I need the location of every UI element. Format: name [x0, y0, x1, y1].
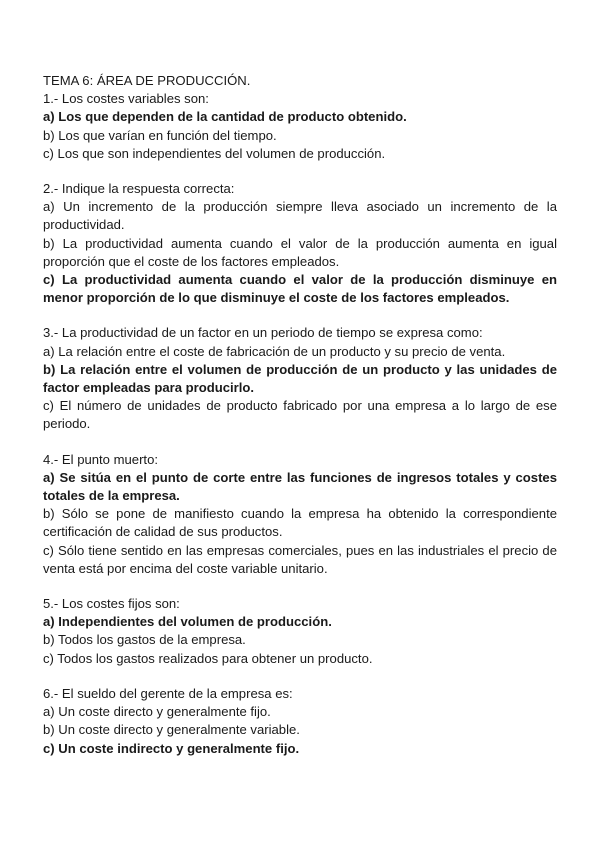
question-stem: 5.- Los costes fijos son: — [43, 596, 180, 612]
document-title: TEMA 6: ÁREA DE PRODUCCIÓN. — [43, 73, 251, 88]
question-stem: 6.- El sueldo del gerente de la empresa es: — [43, 685, 293, 701]
answer-option: c) El número de unidades de producto fabricado por una empresa a lo largo de ese periodo. — [43, 398, 557, 432]
answer-option: b) Un coste directo y generalmente variable. — [43, 722, 300, 738]
answer-option: c) Todos los gastos realizados para obtener un producto. — [43, 650, 373, 666]
spacer — [43, 668, 557, 685]
spacer — [43, 578, 557, 595]
spacer — [43, 163, 557, 180]
question-stem: 4.- El punto muerto: — [43, 451, 158, 467]
answer-option-correct: a) Independientes del volumen de producción. — [43, 614, 332, 630]
answer-option: a) La relación entre el coste de fabricación de un producto y su precio de venta. — [43, 343, 506, 359]
answer-option: c) Sólo tiene sentido en las empresas comerciales, pues en las industriales el precio de venta está por encima del coste variable unitario. — [43, 542, 557, 576]
answer-option-correct: a) Los que dependen de la cantidad de producto obtenido. — [43, 109, 407, 125]
answer-option-correct: b) La relación entre el volumen de producción de un producto y las unidades de factor empleadas para producirlo. — [43, 361, 557, 396]
question-stem: 3.- La productividad de un factor en un periodo de tiempo se expresa como: — [43, 325, 483, 341]
answer-option: b) Todos los gastos de la empresa. — [43, 632, 246, 648]
answer-option-correct: c) La productividad aumenta cuando el valor de la producción disminuye en menor proporción de lo que disminuye el coste de los factores empleados. — [43, 272, 557, 306]
question-stem: 2.- Indique la respuesta correcta: — [43, 181, 235, 197]
answer-option: c) Los que son independientes del volumen de producción. — [43, 145, 386, 161]
question-3 — [43, 324, 557, 433]
question-1 — [43, 90, 557, 163]
answer-option: a) Un incremento de la producción siempre lleva asociado un incremento de la productividad. — [43, 199, 557, 233]
document-page — [43, 72, 557, 758]
spacer — [43, 434, 557, 451]
spacer — [43, 307, 557, 324]
question-4 — [43, 451, 557, 578]
answer-option-correct: c) Un coste indirecto y generalmente fijo. — [43, 740, 300, 756]
answer-option: b) Los que varían en función del tiempo. — [43, 127, 277, 143]
question-6 — [43, 685, 557, 758]
answer-option: b) Sólo se pone de manifiesto cuando la empresa ha obtenido la correspondiente certificación de calidad de sus productos. — [43, 506, 557, 540]
answer-option-correct: a) Se sitúa en el punto de corte entre las funciones de ingresos totales y costes totales de la empresa. — [43, 469, 557, 504]
question-5 — [43, 595, 557, 668]
question-stem: 1.- Los costes variables son: — [43, 91, 209, 107]
answer-option: a) Un coste directo y generalmente fijo. — [43, 704, 271, 720]
question-2 — [43, 180, 557, 307]
answer-option: b) La productividad aumenta cuando el valor de la producción aumenta en igual proporción que el coste de los factores empleados. — [43, 235, 557, 269]
